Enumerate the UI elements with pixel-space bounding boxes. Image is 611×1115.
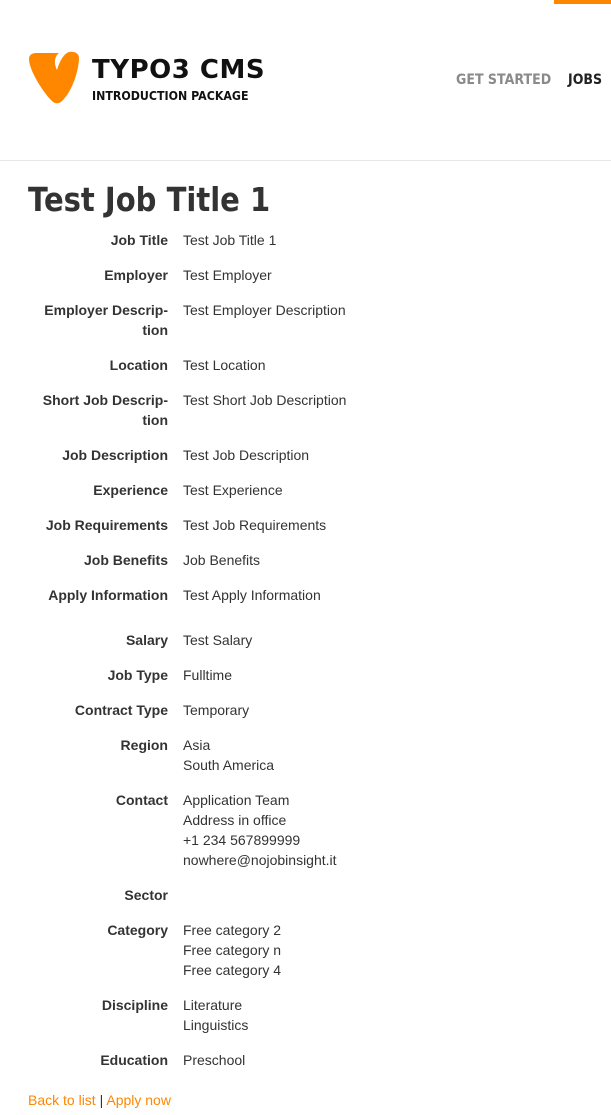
detail-value-line: Test Job Title 1 xyxy=(183,232,277,248)
detail-label: Employer xyxy=(104,267,168,283)
detail-label: Employer Descrip- tion xyxy=(44,302,168,338)
detail-value-line: Test Employer Description xyxy=(183,302,346,318)
detail-row-short-job-description xyxy=(28,390,588,445)
brand-title: TYPO3 CMS xyxy=(92,55,266,85)
detail-value-line: Free category 4 xyxy=(183,962,282,978)
detail-row-job-benefits xyxy=(28,550,588,585)
detail-row-employer xyxy=(28,265,588,300)
detail-label: Apply Information xyxy=(48,587,168,603)
detail-value-line: Linguistics xyxy=(183,1017,249,1033)
detail-row-salary xyxy=(28,630,588,665)
back-to-list-link[interactable]: Back to list xyxy=(28,1092,96,1108)
detail-value xyxy=(183,995,583,1035)
detail-label: Sector xyxy=(124,887,168,903)
detail-value-line: Free category 2 xyxy=(183,922,282,938)
detail-value-line: Application Team xyxy=(183,792,290,808)
detail-row-employer-description xyxy=(28,300,588,355)
detail-value xyxy=(183,550,583,570)
detail-label: Job Requirements xyxy=(45,517,168,533)
brand-subtitle: INTRODUCTION PACKAGE xyxy=(92,89,249,103)
detail-value-line: Address in office xyxy=(183,812,287,828)
detail-row-sector xyxy=(28,885,588,920)
apply-now-link[interactable]: Apply now xyxy=(106,1092,171,1108)
detail-value xyxy=(183,630,583,650)
detail-label: Experience xyxy=(93,482,168,498)
detail-value xyxy=(183,920,583,980)
detail-label: Contract Type xyxy=(74,702,168,718)
detail-row-category xyxy=(28,920,588,995)
job-details-list xyxy=(28,230,588,1085)
detail-value xyxy=(183,355,583,375)
detail-value xyxy=(183,445,583,465)
detail-row-region xyxy=(28,735,588,790)
detail-value-line: Temporary xyxy=(183,702,250,718)
detail-value xyxy=(183,265,583,285)
detail-label: Education xyxy=(100,1052,168,1068)
detail-label: Region xyxy=(120,737,168,753)
site-header xyxy=(0,0,611,161)
detail-label: Job Type xyxy=(107,667,168,683)
detail-label: Job Benefits xyxy=(83,552,168,568)
detail-row-job-requirements xyxy=(28,515,588,550)
detail-label: Location xyxy=(109,357,168,373)
page-title: Test Job Title 1 xyxy=(28,180,271,219)
detail-value-line: Test Short Job Description xyxy=(183,392,347,408)
detail-value-line: Free category n xyxy=(183,942,282,958)
detail-value-line: Test Apply Information xyxy=(183,587,321,603)
detail-label: Discipline xyxy=(101,997,168,1013)
detail-value-line: Test Location xyxy=(183,357,266,373)
detail-row-education xyxy=(28,1050,588,1085)
detail-row-apply-information xyxy=(28,585,588,630)
link-separator: | xyxy=(95,1092,107,1108)
detail-value-line: +1 234 567899999 xyxy=(183,832,301,848)
detail-value xyxy=(183,735,583,775)
main-nav xyxy=(0,70,611,90)
job-actions xyxy=(28,1090,171,1110)
detail-value xyxy=(183,390,583,410)
detail-value xyxy=(183,585,583,605)
detail-value-line: nowhere@nojobinsight.it xyxy=(183,852,337,868)
detail-value-line: Test Salary xyxy=(183,632,253,648)
detail-row-discipline xyxy=(28,995,588,1050)
detail-value-line: Test Employer xyxy=(183,267,272,283)
detail-row-job-title xyxy=(28,230,588,265)
detail-value-line: Asia xyxy=(183,737,211,753)
detail-row-job-description xyxy=(28,445,588,480)
detail-label: Job Title xyxy=(110,232,168,248)
detail-label: Short Job Descrip- tion xyxy=(42,392,168,428)
detail-value-line: Test Job Description xyxy=(183,447,310,463)
detail-row-contact xyxy=(28,790,588,885)
detail-value xyxy=(183,665,583,685)
detail-value xyxy=(183,300,583,320)
detail-label: Category xyxy=(107,922,168,938)
detail-value-line: Preschool xyxy=(183,1052,246,1068)
detail-value-line: Test Experience xyxy=(183,482,283,498)
detail-value-line: Literature xyxy=(183,997,243,1013)
detail-row-contract-type xyxy=(28,700,588,735)
detail-value xyxy=(183,1050,583,1070)
detail-row-job-type xyxy=(28,665,588,700)
detail-label: Salary xyxy=(125,632,168,648)
detail-row-experience xyxy=(28,480,588,515)
detail-value xyxy=(183,230,583,250)
nav-item-jobs[interactable]: JOBS xyxy=(568,72,603,88)
detail-value xyxy=(183,480,583,500)
detail-label: Job Description xyxy=(62,447,168,463)
detail-label: Contact xyxy=(115,792,168,808)
detail-value-line: Job Benefits xyxy=(183,552,261,568)
detail-row-location xyxy=(28,355,588,390)
detail-value xyxy=(183,790,583,870)
detail-value-line: Test Job Requirements xyxy=(183,517,327,533)
detail-value-line: Fulltime xyxy=(183,667,233,683)
detail-value xyxy=(183,515,583,535)
detail-value xyxy=(183,700,583,720)
detail-value-line: South America xyxy=(183,757,275,773)
nav-item-get-started[interactable]: GET STARTED xyxy=(456,72,552,88)
